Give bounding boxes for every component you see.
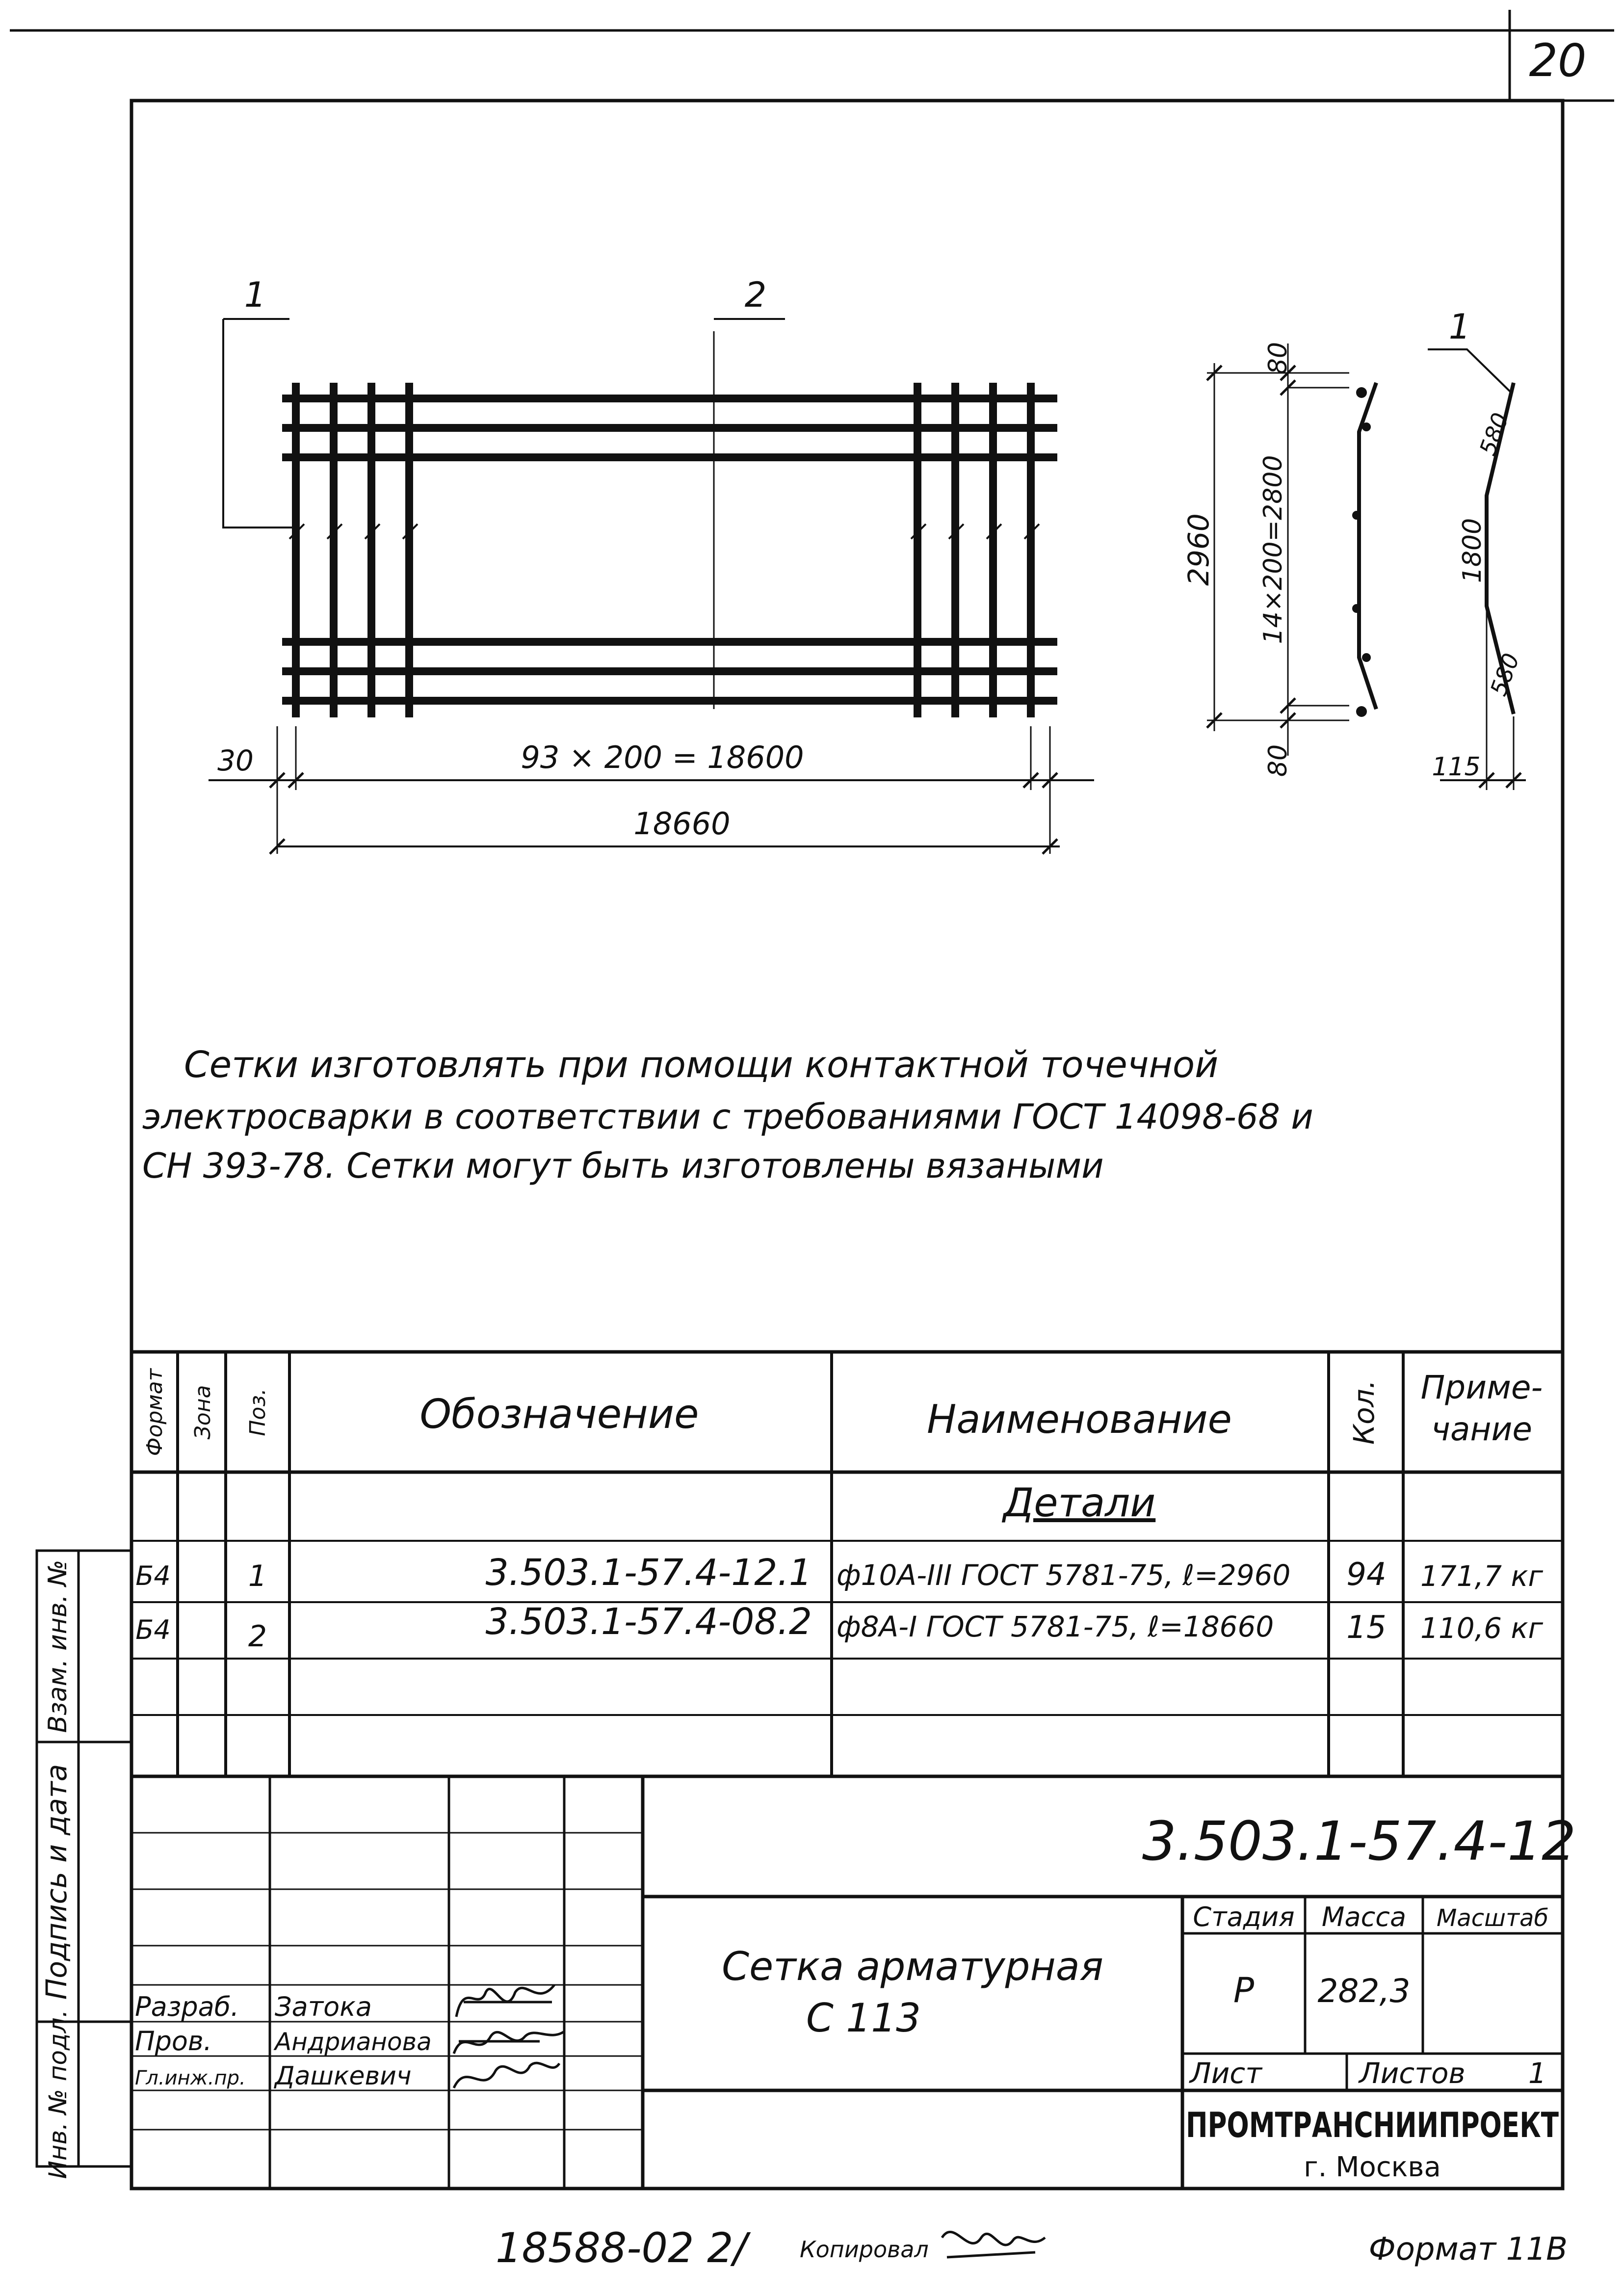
- signature-checker: [454, 2032, 564, 2054]
- sheet-format: Формат 11В: [1368, 2231, 1568, 2268]
- drawing-code: 3.503.1-57.4-12: [1142, 1810, 1576, 1873]
- note-line: СН 393-78. Сетки могут быть изготовлены вязаными: [142, 1146, 1104, 1186]
- role-chief-engineer: Гл.инж.пр.: [135, 2067, 246, 2089]
- mesh-section-view: [1207, 343, 1376, 756]
- mass-value: 282,3: [1317, 1972, 1411, 2010]
- table-row: [135, 1601, 1543, 1654]
- stage-label: Стадия: [1193, 1901, 1295, 1932]
- sheet-label: Лист: [1190, 2057, 1262, 2090]
- cell-qty: 94: [1346, 1557, 1387, 1593]
- header-zone: Зона: [190, 1385, 215, 1440]
- copier-signature: [942, 2232, 1045, 2257]
- name-chief-engineer: Дашкевич: [275, 2061, 412, 2091]
- role-developer: Разраб.: [135, 1991, 239, 2022]
- header-pos: Поз.: [245, 1388, 270, 1436]
- mass-label: Масса: [1321, 1901, 1407, 1932]
- dimension-bend-top: 580: [1474, 409, 1514, 459]
- copied-by-label: Копировал: [800, 2236, 929, 2263]
- dimension-height: 2960: [1182, 513, 1215, 586]
- dimension-edge: 30: [217, 744, 254, 777]
- dimension-bend-mid: 1800: [1458, 518, 1487, 583]
- note-line: электросварки в соответствии с требованиями ГОСТ 14098-68 и: [142, 1097, 1313, 1137]
- header-designation: Обозначение: [419, 1391, 699, 1438]
- title-line-2: С 113: [806, 1995, 921, 2041]
- signature-developer: [456, 1985, 554, 2017]
- organization-city: г. Москва: [1304, 2151, 1441, 2183]
- manufacturing-note: [142, 1044, 1313, 1186]
- cell-name: ф10А-III ГОСТ 5781-75, ℓ=2960: [837, 1558, 1291, 1592]
- leader-label-bent-1: 1: [1448, 307, 1471, 347]
- dimension-bend-bottom: 580: [1485, 650, 1525, 700]
- dimension-spacing: 93 × 200 = 18600: [521, 739, 804, 775]
- header-format: Формат: [142, 1368, 167, 1456]
- cell-pos: 2: [248, 1619, 267, 1654]
- dimension-total: 18660: [633, 806, 731, 842]
- header-name: Наименование: [927, 1397, 1232, 1442]
- sheets-count: 1: [1528, 2057, 1546, 2090]
- cell-designation: 3.503.1-57.4-12.1: [485, 1552, 812, 1594]
- sheet-number: 20: [1529, 34, 1587, 87]
- cell-format: Б4: [135, 1614, 171, 1645]
- leader-label-1: 1: [244, 275, 266, 315]
- leader-label-2: 2: [744, 275, 767, 315]
- side-label-signature: Подпись и дата: [40, 1764, 73, 2000]
- cell-format: Б4: [135, 1560, 171, 1591]
- side-label-inventory: Инв. № подл.: [44, 2009, 72, 2179]
- header-note-2: чание: [1431, 1410, 1533, 1448]
- role-checker: Пров.: [135, 2026, 212, 2057]
- note-line: Сетки изготовлять при помощи контактной точечной: [184, 1044, 1219, 1086]
- cell-note: 110,6 кг: [1420, 1611, 1543, 1645]
- header-note-1: Приме-: [1420, 1369, 1543, 1406]
- dimension-rows: 14×200=2800: [1258, 455, 1288, 644]
- mesh-plan-view: [223, 319, 1057, 717]
- cell-pos: 1: [248, 1559, 267, 1593]
- dimension-bottom-offset: 80: [1263, 744, 1293, 777]
- side-label-replaced: Взам. инв. №: [43, 1559, 73, 1733]
- sheets-label: Листов: [1359, 2057, 1466, 2090]
- scale-label: Масштаб: [1436, 1904, 1549, 1932]
- table-row: [135, 1552, 1543, 1594]
- dimension-bend-offset: 115: [1432, 752, 1481, 782]
- cell-designation: 3.503.1-57.4-08.2: [485, 1601, 812, 1643]
- section-title: Детали: [1003, 1480, 1156, 1526]
- title-line-1: Сетка арматурная: [722, 1944, 1103, 1989]
- handwritten-signatures: [454, 1985, 564, 2088]
- cell-note: 171,7 кг: [1420, 1559, 1543, 1593]
- signature-chief-engineer: [454, 2063, 559, 2088]
- header-qty: Кол.: [1347, 1379, 1381, 1445]
- dimension-top-offset: 80: [1263, 342, 1293, 375]
- organization-name: ПРОМТРАНСНИИПРОЕКТ: [1186, 2105, 1559, 2145]
- name-developer: Затока: [275, 1991, 372, 2022]
- archive-number: 18588-02 2/: [496, 2224, 747, 2272]
- stage-value: Р: [1233, 1970, 1255, 2010]
- name-checker: Андрианова: [275, 2028, 432, 2056]
- cell-name: ф8А-I ГОСТ 5781-75, ℓ=18660: [837, 1610, 1274, 1643]
- cell-qty: 15: [1346, 1610, 1387, 1646]
